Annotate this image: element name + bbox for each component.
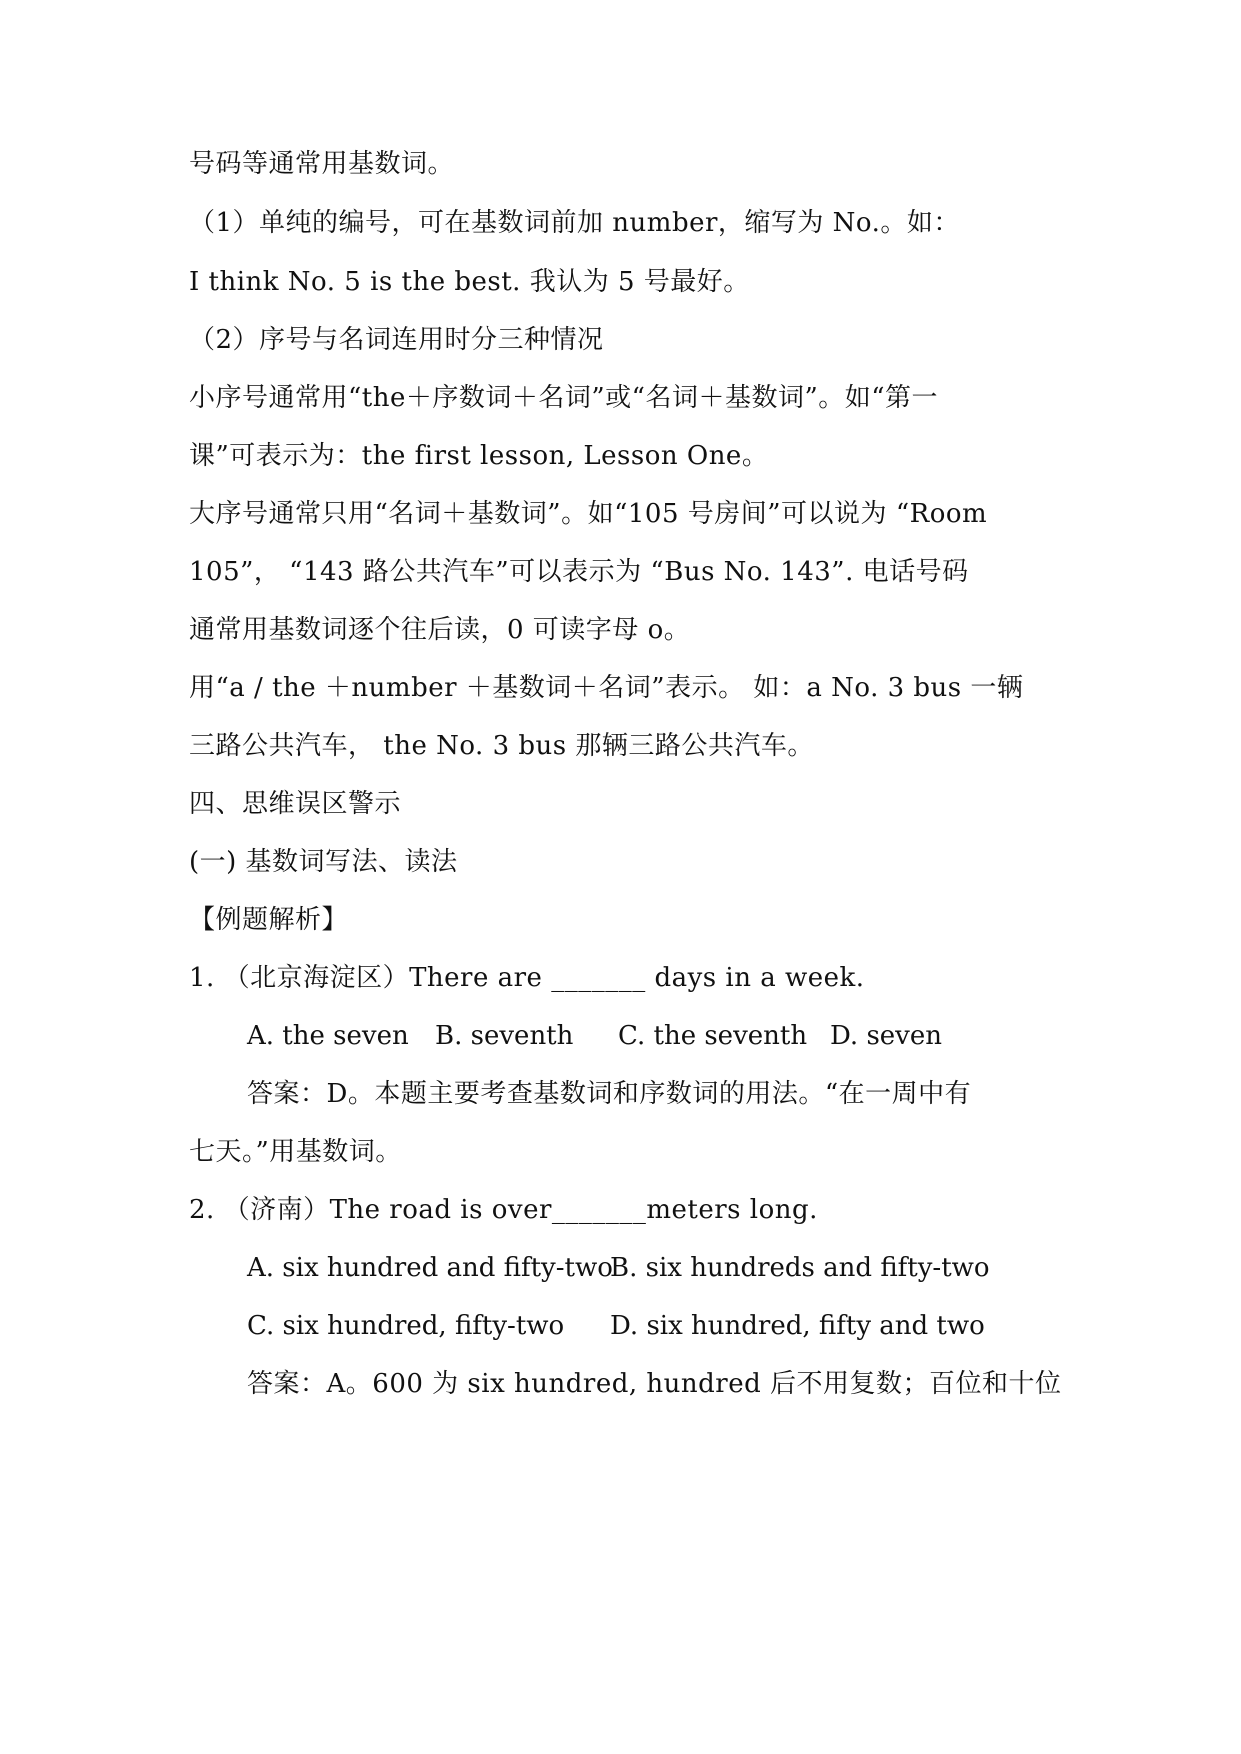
question-1-option-d: D. seven <box>830 1021 942 1051</box>
text-line: （2）序号与名词连用时分三种情况 <box>189 325 604 355</box>
text-line: 通常用基数词逐个往后读，0 可读字母 o。 <box>189 615 691 645</box>
question-2-option-b: B. six hundreds and fifty-two <box>610 1253 990 1283</box>
text-line: （1）单纯的编号，可在基数词前加 number，缩写为 No.。如： <box>189 208 960 238</box>
text-line: 105”， “143 路公共汽车”可以表示为 “Bus No. 143”. 电话号码 <box>189 557 969 587</box>
question-1-stem: 1. （北京海淀区）There are _______ days in a week. <box>189 963 865 993</box>
question-1-answer-cont: 七天。”用基数词。 <box>189 1137 402 1167</box>
question-1-option-a: A. the seven <box>247 1021 409 1051</box>
text-line: 三路公共汽车， the No. 3 bus 那辆三路公共汽车。 <box>189 731 814 761</box>
question-1-option-b: B. seventh <box>435 1021 574 1051</box>
text-line: 课”可表示为：the first lesson, Lesson One。 <box>189 441 769 471</box>
subsection-heading: (一) 基数词写法、读法 <box>189 847 458 877</box>
question-2-option-a: A. six hundred and fifty-two <box>247 1253 613 1283</box>
question-1-answer: 答案：D。本题主要考查基数词和序数词的用法。“在一周中有 <box>247 1079 972 1109</box>
section-heading: 四、思维误区警示 <box>189 789 402 819</box>
text-line: 小序号通常用“the＋序数词＋名词”或“名词＋基数词”。如“第一 <box>189 383 939 413</box>
question-2-option-c: C. six hundred, fifty-two <box>247 1311 565 1341</box>
question-2-option-d: D. six hundred, fifty and two <box>610 1311 985 1341</box>
question-2-answer: 答案：A。600 为 six hundred, hundred 后不用复数；百位和十位 <box>247 1369 1062 1399</box>
text-line: 号码等通常用基数词。 <box>189 149 455 179</box>
text-line: I think No. 5 is the best. 我认为 5 号最好。 <box>189 267 750 297</box>
question-2-stem: 2. （济南）The road is over_______meters long. <box>189 1195 818 1225</box>
example-heading: 【例题解析】 <box>189 905 349 935</box>
question-1-option-c: C. the seventh <box>618 1021 808 1051</box>
text-line: 大序号通常只用“名词＋基数词”。如“105 号房间”可以说为 “Room <box>189 499 988 529</box>
text-line: 用“a / the ＋number ＋基数词＋名词”表示。 如：a No. 3 bus 一辆 <box>189 673 1024 703</box>
